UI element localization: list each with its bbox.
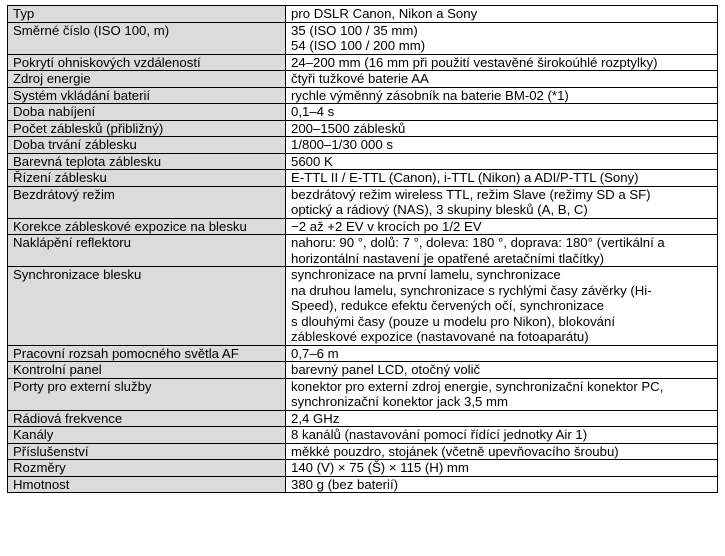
spec-value-line: bezdrátový režim wireless TTL, režim Slave (režimy SD a SF) [291, 186, 651, 202]
spec-value-line: měkké pouzdro, stojánek (včetně upevňovacího šroubu) [291, 443, 619, 459]
spec-value [286, 104, 718, 121]
spec-row [8, 87, 718, 104]
spec-row [8, 218, 718, 235]
spec-key: Hmotnost [8, 476, 286, 493]
spec-value-line: 5600 K [291, 153, 333, 169]
spec-value [286, 443, 718, 460]
spec-value-line: 54 (ISO 100 / 200 mm) [291, 38, 426, 53]
spec-value-line: na druhou lamelu, synchronizace s rychlými časy závěrky (Hi- [291, 282, 652, 298]
spec-row [8, 476, 718, 493]
spec-value-line: 0,1–4 s [291, 104, 335, 119]
spec-row [8, 104, 718, 121]
spec-key: Synchronizace blesku [8, 267, 286, 346]
spec-key: Příslušenství [8, 443, 286, 460]
spec-value [286, 345, 718, 362]
spec-value [286, 71, 718, 88]
spec-key: Barevná teplota záblesku [8, 153, 286, 170]
spec-value [286, 235, 718, 267]
spec-value-line: −2 až +2 EV v krocích po 1/2 EV [291, 218, 482, 234]
spec-row [8, 186, 718, 218]
spec-value-line: Speed), redukce efektu červených očí, synchronizace [291, 298, 605, 313]
spec-key: Naklápění reflektoru [8, 235, 286, 267]
spec-row [8, 362, 718, 379]
spec-value-line: 8 kanálů (nastavování pomocí řídící jednotky Air 1) [291, 427, 588, 442]
spec-key: Řízení záblesku [8, 170, 286, 187]
spec-key: Bezdrátový režim [8, 186, 286, 218]
spec-value [286, 427, 718, 444]
spec-row [8, 345, 718, 362]
spec-key: Směrné číslo (ISO 100, m) [8, 22, 286, 54]
spec-row [8, 71, 718, 88]
spec-value [286, 267, 718, 346]
spec-value-line: synchronizace na první lamelu, synchronizace [291, 267, 561, 282]
spec-value-line: synchronizační konektor jack 3,5 mm [291, 394, 508, 409]
spec-key: Rádiová frekvence [8, 410, 286, 427]
spec-value [286, 120, 718, 137]
spec-row [8, 410, 718, 427]
spec-row [8, 378, 718, 410]
spec-row [8, 443, 718, 460]
spec-value [286, 153, 718, 170]
spec-value [286, 218, 718, 235]
spec-value [286, 87, 718, 104]
spec-value-line: konektor pro externí zdroj energie, synchronizační konektor PC, [291, 378, 664, 394]
spec-value-line: barevný panel LCD, otočný volič [291, 362, 481, 377]
spec-table [7, 5, 718, 493]
spec-row [8, 235, 718, 267]
spec-key: Zdroj energie [8, 71, 286, 88]
spec-value-line: nahoru: 90 °, dolů: 7 °, doleva: 180 °, doprava: 180° (vertikální a [291, 235, 665, 250]
spec-row [8, 54, 718, 71]
spec-row [8, 170, 718, 187]
spec-value-line: 1/800–1/30 000 s [291, 137, 393, 152]
spec-value-line: s dlouhými časy (pouze u modelu pro Nikon), blokování [291, 313, 615, 329]
spec-value-line: 2,4 GHz [291, 410, 340, 426]
spec-key: Počet záblesků (přibližný) [8, 120, 286, 137]
spec-key: Typ [8, 6, 286, 23]
spec-value-line: horizontální nastavení je opatřené aretačními tlačítky) [291, 250, 605, 266]
spec-value [286, 22, 718, 54]
spec-value-line: optický a rádiový (NAS), 3 skupiny blesků (A, B, C) [291, 202, 588, 217]
spec-value [286, 476, 718, 493]
spec-value [286, 6, 718, 23]
spec-key: Doba trvání záblesku [8, 137, 286, 154]
spec-value-line: zábleskové expozice (nastavované na fotoaparátu) [291, 329, 589, 344]
spec-row [8, 22, 718, 54]
spec-row [8, 267, 718, 346]
spec-value-line: 0,7–6 m [291, 345, 339, 361]
spec-key: Rozměry [8, 460, 286, 477]
spec-value [286, 378, 718, 410]
spec-key: Kanály [8, 427, 286, 444]
spec-key: Pokrytí ohniskových vzdáleností [8, 54, 286, 71]
spec-row [8, 460, 718, 477]
spec-key: Korekce zábleskové expozice na blesku [8, 218, 286, 235]
spec-value-line: čtyři tužkové baterie AA [291, 71, 429, 86]
spec-value-line: 35 (ISO 100 / 35 mm) [291, 22, 418, 38]
spec-value [286, 170, 718, 187]
spec-row [8, 153, 718, 170]
spec-value-line: 380 g (bez baterií) [291, 476, 399, 492]
spec-row [8, 427, 718, 444]
spec-row [8, 6, 718, 23]
spec-table-body [8, 6, 718, 493]
spec-key: Doba nabíjení [8, 104, 286, 121]
spec-value [286, 410, 718, 427]
spec-value-line: 200–1500 záblesků [291, 120, 406, 136]
spec-value [286, 54, 718, 71]
spec-value [286, 186, 718, 218]
spec-value [286, 137, 718, 154]
spec-row [8, 137, 718, 154]
spec-value [286, 362, 718, 379]
spec-value-line: E-TTL II / E-TTL (Canon), i-TTL (Nikon) a ADI/P-TTL (Sony) [291, 170, 639, 185]
spec-key: Kontrolní panel [8, 362, 286, 379]
spec-key: Systém vkládání baterií [8, 87, 286, 104]
spec-value-line: 24–200 mm (16 mm při použití vestavěné širokoúhlé rozptylky) [291, 54, 658, 70]
spec-row [8, 120, 718, 137]
spec-value-line: pro DSLR Canon, Nikon a Sony [291, 6, 478, 21]
spec-value [286, 460, 718, 477]
spec-value-line: 140 (V) × 75 (Š) × 115 (H) mm [291, 460, 469, 475]
spec-key: Porty pro externí služby [8, 378, 286, 410]
spec-value-line: rychle výměnný zásobník na baterie BM-02 (*1) [291, 87, 569, 103]
spec-key: Pracovní rozsah pomocného světla AF [8, 345, 286, 362]
